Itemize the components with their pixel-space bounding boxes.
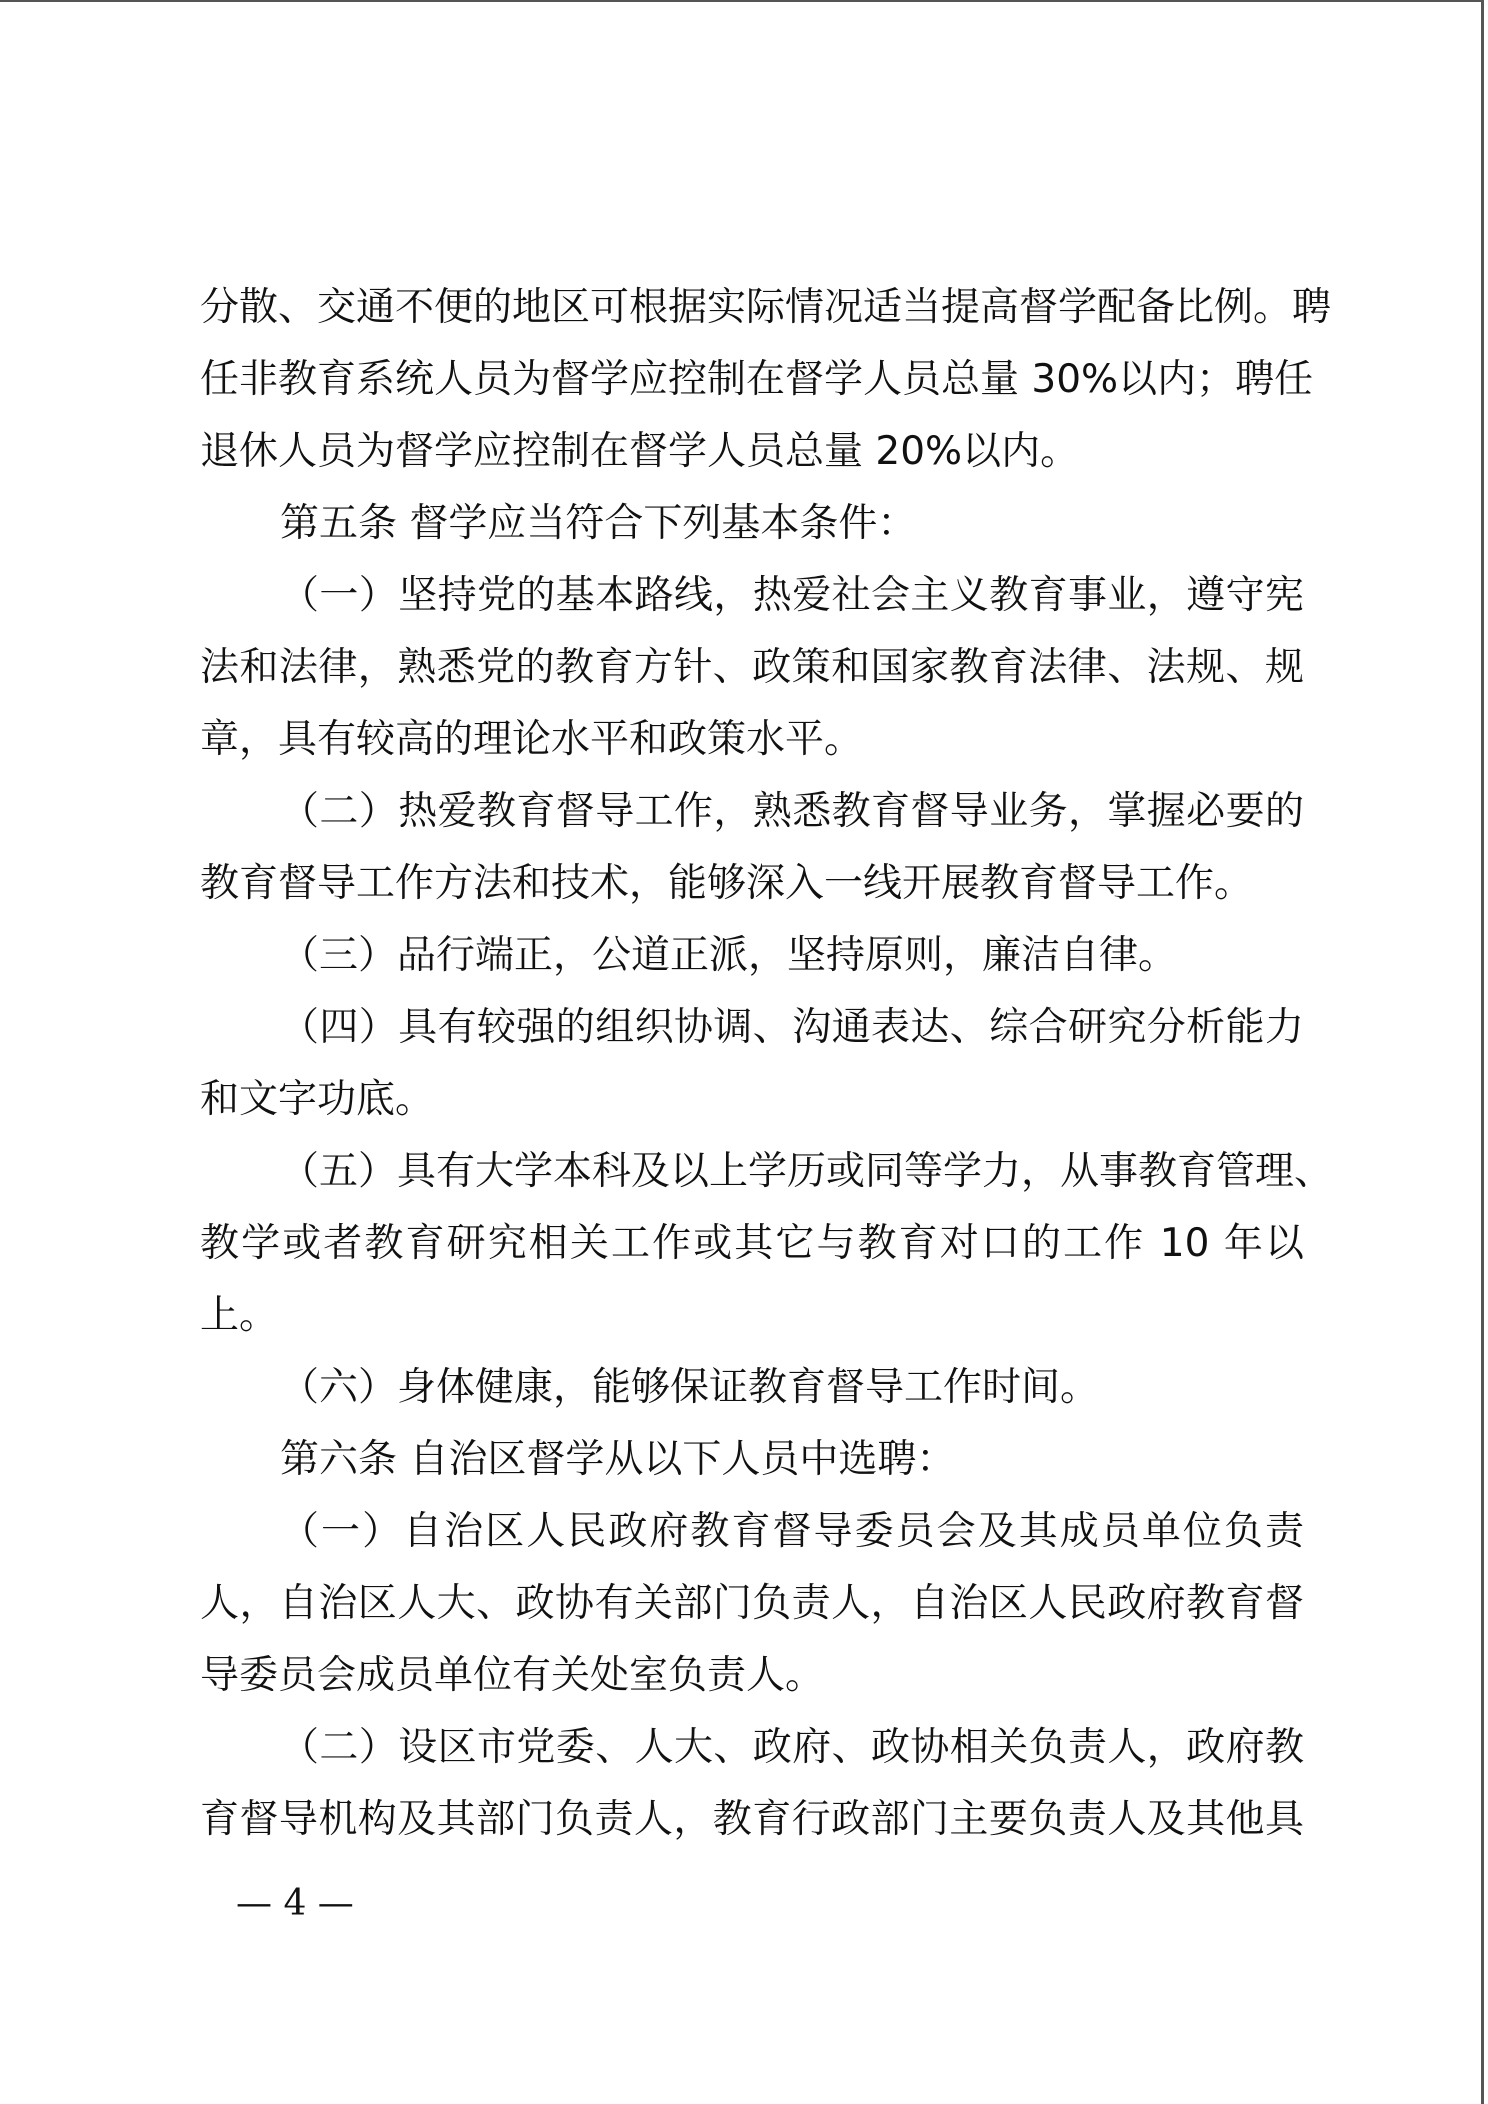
text-line: 章，具有较高的理论水平和政策水平。 <box>200 717 864 762</box>
text-line: 导委员会成员单位有关处室负责人。 <box>200 1653 825 1698</box>
text-line: 第六条 自治区督学从以下人员中选聘： <box>280 1437 956 1482</box>
text-line: 退休人员为督学应控制在督学人员总量 20%以内。 <box>200 429 1080 474</box>
text-line: 第五条 督学应当符合下列基本条件： <box>280 501 917 546</box>
text-line: （二）设区市党委、人大、政府、政协相关负责人，政府教 <box>280 1725 1304 1770</box>
text-line: 教学或者教育研究相关工作或其它与教育对口的工作 10 年以 <box>200 1221 1304 1266</box>
text-line: 上。 <box>200 1293 279 1338</box>
text-line: （四）具有较强的组织协调、沟通表达、综合研究分析能力 <box>280 1005 1304 1050</box>
text-line: 人，自治区人大、政协有关部门负责人，自治区人民政府教育督 <box>200 1581 1304 1626</box>
document-body <box>200 272 1334 1856</box>
page-number: — 4 — <box>236 1883 354 1924</box>
text-line: 分散、交通不便的地区可根据实际情况适当提高督学配备比例。聘 <box>200 285 1332 330</box>
text-line: （一）坚持党的基本路线，热爱社会主义教育事业，遵守宪 <box>280 573 1304 618</box>
text-line: 育督导机构及其部门负责人，教育行政部门主要负责人及其他具 <box>200 1797 1304 1842</box>
text-line: （一）自治区人民政府教育督导委员会及其成员单位负责 <box>280 1509 1304 1554</box>
text-line: （六）身体健康，能够保证教育督导工作时间。 <box>280 1365 1100 1410</box>
text-line: 法和法律，熟悉党的教育方针、政策和国家教育法律、法规、规 <box>200 645 1304 690</box>
text-line: 和文字功底。 <box>200 1077 435 1122</box>
text-line: （二）热爱教育督导工作，熟悉教育督导业务，掌握必要的 <box>280 789 1304 834</box>
text-line: （三）品行端正，公道正派，坚持原则，廉洁自律。 <box>280 933 1178 978</box>
text-line: （五）具有大学本科及以上学历或同等学力，从事教育管理、 <box>280 1149 1334 1194</box>
text-line: 教育督导工作方法和技术，能够深入一线开展教育督导工作。 <box>200 861 1254 906</box>
text-line: 任非教育系统人员为督学应控制在督学人员总量 30%以内；聘任 <box>200 357 1314 402</box>
